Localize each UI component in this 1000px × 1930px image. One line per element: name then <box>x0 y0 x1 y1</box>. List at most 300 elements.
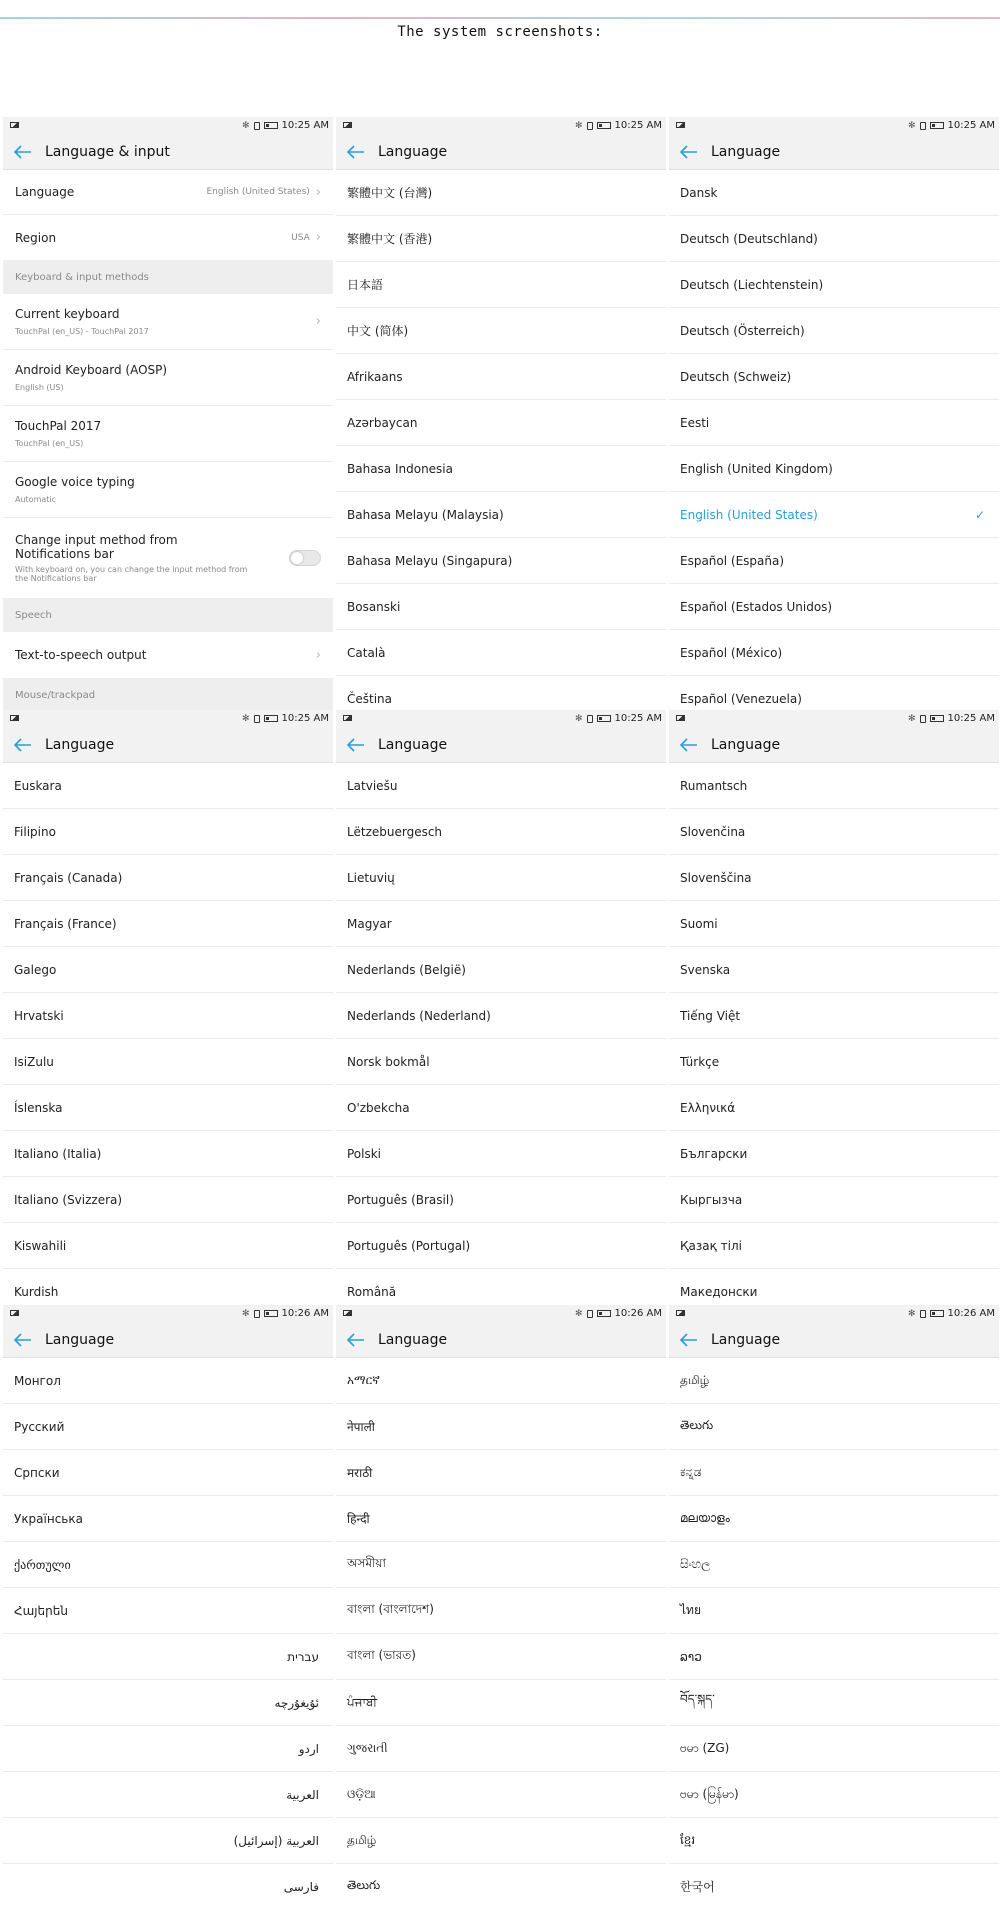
screen-language-s2 <box>336 117 666 712</box>
language-list-item[interactable] <box>669 1177 999 1223</box>
language-name: Eesti <box>680 415 710 430</box>
image-notification-icon <box>676 715 685 721</box>
status-bar <box>336 710 666 728</box>
language-list <box>669 763 999 1305</box>
language-name: हिन्दी <box>347 1512 370 1526</box>
language-list-item[interactable] <box>336 492 666 538</box>
voice-typing-value: Automatic <box>15 495 57 504</box>
language-list-item[interactable] <box>336 216 666 262</box>
vibrate-icon <box>920 1310 926 1318</box>
language-name: සිංහල <box>680 1557 711 1571</box>
back-arrow-icon[interactable] <box>679 736 699 754</box>
language-list-item[interactable] <box>669 1404 999 1450</box>
status-bar <box>3 710 333 728</box>
language-name: ગુજરાતી <box>347 1741 388 1755</box>
language-name: ဗမာ (ZG) <box>680 1740 730 1755</box>
decorative-top-line <box>0 17 1000 19</box>
language-list-item[interactable] <box>336 1223 666 1269</box>
image-notification-icon <box>343 122 352 128</box>
language-name: Íslenska <box>14 1100 63 1115</box>
language-name: العربية <box>286 1787 319 1802</box>
language-name: עברית <box>287 1649 319 1664</box>
section-header-keyboard: Keyboard & input methods <box>3 260 333 294</box>
language-list-item[interactable] <box>669 993 999 1039</box>
touchpal-keyboard-row[interactable] <box>3 406 333 462</box>
language-name: বাংলা (বাংলাদেশ) <box>347 1601 434 1616</box>
language-list-item[interactable] <box>3 901 333 947</box>
language-list-item[interactable] <box>336 400 666 446</box>
language-name: 繁體中文 (台灣) <box>347 186 433 200</box>
language-list-item[interactable] <box>336 947 666 993</box>
region-setting-row[interactable] <box>3 215 333 260</box>
language-list <box>3 1358 333 1905</box>
language-list-item[interactable] <box>669 170 999 216</box>
language-list-item[interactable] <box>336 354 666 400</box>
language-name: Polski <box>347 1146 382 1161</box>
language-list-item[interactable] <box>3 947 333 993</box>
language-list-item[interactable] <box>669 1496 999 1542</box>
region-setting-label: Region <box>15 230 57 245</box>
language-name: Français (France) <box>14 916 117 931</box>
page-title: Language <box>45 1332 115 1348</box>
language-list-item[interactable] <box>336 809 666 855</box>
language-list-item[interactable] <box>336 1496 666 1542</box>
language-list-item[interactable] <box>3 1358 333 1404</box>
language-list-item[interactable] <box>336 308 666 354</box>
aosp-keyboard-value: English (US) <box>15 383 64 392</box>
language-list-item[interactable] <box>669 354 999 400</box>
language-list-item[interactable] <box>336 538 666 584</box>
status-time: 10:25 AM <box>947 120 995 131</box>
language-setting-value: English (United States) <box>206 187 310 197</box>
battery-icon <box>597 715 611 722</box>
language-name: Bahasa Melayu (Singapura) <box>347 553 513 568</box>
language-name: اردو <box>298 1741 319 1756</box>
vibrate-icon <box>254 715 260 723</box>
language-list-item[interactable] <box>669 763 999 809</box>
language-list-item[interactable] <box>669 308 999 354</box>
language-list-item[interactable] <box>669 630 999 676</box>
chevron-right-icon: › <box>315 314 321 329</box>
status-bar <box>336 117 666 135</box>
status-bar <box>3 1305 333 1323</box>
language-list-item[interactable] <box>336 262 666 308</box>
status-time: 10:25 AM <box>614 120 662 131</box>
language-name: Español (México) <box>680 645 783 660</box>
language-name: Српски <box>14 1465 60 1480</box>
language-name: मराठी <box>347 1466 373 1480</box>
language-list-item[interactable] <box>336 993 666 1039</box>
battery-icon <box>930 122 944 129</box>
language-list-item[interactable] <box>336 855 666 901</box>
notification-input-method-desc: With keyboard on, you can change the input method from the Notifications bar <box>15 565 248 583</box>
region-setting-value: USA <box>291 232 310 243</box>
language-name: Deutsch (Österreich) <box>680 323 805 338</box>
language-name: Монгол <box>14 1373 61 1388</box>
notification-input-method-label: Change input method from Notifications bar <box>15 533 178 561</box>
language-name: Deutsch (Liechtenstein) <box>680 277 824 292</box>
language-name: English (United States) <box>680 507 818 522</box>
language-list-item[interactable] <box>336 1588 666 1634</box>
language-name: Čeština <box>347 691 393 706</box>
toolbar <box>3 135 333 170</box>
language-name: Ελληνικά <box>680 1100 736 1115</box>
language-name: Nederlands (België) <box>347 962 466 977</box>
language-name: አማርኛ <box>347 1373 380 1387</box>
language-name: Română <box>347 1284 397 1299</box>
language-list-item[interactable] <box>3 1726 333 1772</box>
language-name: Rumantsch <box>680 778 748 793</box>
language-name: 日本語 <box>347 278 384 292</box>
language-list <box>669 1358 999 1905</box>
voice-typing-row[interactable] <box>3 462 333 518</box>
language-name: ខ្មែរ <box>680 1832 696 1847</box>
aosp-keyboard-label: Android Keyboard (AOSP) <box>15 363 168 377</box>
language-list-item[interactable] <box>3 1772 333 1818</box>
language-list-item[interactable] <box>336 1542 666 1588</box>
language-name: Македонски <box>680 1284 758 1299</box>
language-list-item[interactable] <box>669 1726 999 1772</box>
screen-language-s7 <box>3 1305 333 1905</box>
back-arrow-icon[interactable] <box>13 1331 33 1349</box>
status-bar <box>3 117 333 135</box>
language-list <box>669 170 999 712</box>
back-arrow-icon[interactable] <box>346 736 366 754</box>
status-time: 10:25 AM <box>281 120 329 131</box>
language-name: Euskara <box>14 778 62 793</box>
language-name: Kurdish <box>14 1284 59 1299</box>
status-bar <box>669 710 999 728</box>
language-name: IsiZulu <box>14 1054 54 1069</box>
language-list-item[interactable] <box>669 1680 999 1726</box>
language-name: മലയാളം <box>680 1511 730 1525</box>
toolbar <box>336 728 666 763</box>
language-list-item[interactable] <box>669 1223 999 1269</box>
language-name: Italiano (Svizzera) <box>14 1192 123 1207</box>
status-time: 10:25 AM <box>281 713 329 724</box>
text-to-speech-row[interactable] <box>3 632 333 678</box>
language-list-item[interactable] <box>3 1404 333 1450</box>
language-name: Русский <box>14 1419 65 1434</box>
screen-language-s5 <box>336 710 666 1305</box>
language-list-item[interactable] <box>669 1039 999 1085</box>
toolbar <box>3 1323 333 1358</box>
aosp-keyboard-row[interactable] <box>3 350 333 406</box>
language-list-item[interactable] <box>336 1818 666 1864</box>
notification-input-method-row[interactable] <box>3 518 333 598</box>
language-list <box>336 763 666 1305</box>
battery-icon <box>597 1310 611 1317</box>
screen-language-s8 <box>336 1305 666 1905</box>
language-list-item[interactable] <box>3 1177 333 1223</box>
page-title: Language & input <box>45 144 170 160</box>
language-name: Bosanski <box>347 599 401 614</box>
language-list-item[interactable] <box>669 216 999 262</box>
language-name: Español (España) <box>680 553 785 568</box>
language-name: தமிழ் <box>680 1372 710 1387</box>
back-arrow-icon[interactable] <box>346 1331 366 1349</box>
language-list-item[interactable] <box>3 993 333 1039</box>
language-list-item[interactable] <box>669 446 999 492</box>
vibrate-icon <box>920 715 926 723</box>
language-name: Português (Portugal) <box>347 1238 471 1253</box>
language-name: Lëtzebuergesch <box>347 824 443 839</box>
back-arrow-icon[interactable] <box>346 143 366 161</box>
language-list-item[interactable] <box>336 1680 666 1726</box>
image-notification-icon <box>676 1310 685 1316</box>
language-list-item[interactable] <box>669 1085 999 1131</box>
language-name: 中文 (简体) <box>347 324 409 338</box>
notification-input-method-toggle[interactable] <box>289 550 321 566</box>
section-header-mouse: Mouse/trackpad <box>3 678 333 712</box>
language-list <box>3 763 333 1305</box>
language-name: తెలుగు <box>347 1878 381 1892</box>
language-name: Français (Canada) <box>14 870 123 885</box>
status-time: 10:26 AM <box>947 1308 995 1319</box>
language-list-item[interactable] <box>3 1131 333 1177</box>
language-list-item[interactable] <box>336 170 666 216</box>
language-name: नेपाली <box>347 1420 375 1434</box>
language-name: 한국어 <box>680 1880 715 1894</box>
language-list-item[interactable] <box>669 1588 999 1634</box>
language-name: Afrikaans <box>347 369 403 384</box>
toolbar <box>669 728 999 763</box>
language-list-item[interactable] <box>3 763 333 809</box>
status-time: 10:25 AM <box>614 713 662 724</box>
page-title: Language <box>378 144 448 160</box>
page-title: Language <box>711 1332 781 1348</box>
language-name: Кыргызча <box>680 1192 743 1207</box>
toolbar <box>336 135 666 170</box>
current-keyboard-value: TouchPal (en_US) - TouchPal 2017 <box>15 327 149 336</box>
language-setting-label: Language <box>15 185 75 199</box>
text-to-speech-label: Text-to-speech output <box>15 648 147 662</box>
status-time: 10:26 AM <box>281 1308 329 1319</box>
language-setting-row[interactable] <box>3 170 333 215</box>
back-arrow-icon[interactable] <box>679 1331 699 1349</box>
language-name: ไทย <box>680 1603 701 1617</box>
back-arrow-icon[interactable] <box>13 143 33 161</box>
image-notification-icon <box>676 122 685 128</box>
battery-icon <box>264 715 278 722</box>
language-name: ಕನ್ನಡ <box>680 1465 702 1479</box>
language-list-item[interactable] <box>336 1864 666 1905</box>
chevron-right-icon: › <box>315 184 321 200</box>
current-keyboard-row[interactable] <box>3 294 333 350</box>
language-list-item[interactable] <box>669 809 999 855</box>
language-name: བོད་སྐད་ <box>680 1691 715 1706</box>
language-name: Hrvatski <box>14 1008 64 1023</box>
language-name: Deutsch (Schweiz) <box>680 369 792 384</box>
language-list-item[interactable] <box>3 1496 333 1542</box>
back-arrow-icon[interactable] <box>13 736 33 754</box>
chevron-right-icon: › <box>315 230 321 245</box>
language-name: Slovenščina <box>680 870 752 885</box>
battery-icon <box>930 715 944 722</box>
language-name: Bahasa Melayu (Malaysia) <box>347 507 504 522</box>
page-title: Language <box>378 1332 448 1348</box>
language-list-item[interactable] <box>336 630 666 676</box>
language-name: Español (Venezuela) <box>680 691 802 706</box>
bluetooth-icon: ✻ <box>241 713 250 724</box>
language-list-item[interactable] <box>669 901 999 947</box>
battery-icon <box>930 1310 944 1317</box>
page-title: Language <box>711 737 781 753</box>
language-name: ئۇيغۇرچە <box>274 1695 319 1710</box>
language-list-item[interactable] <box>3 1864 333 1905</box>
image-notification-icon <box>343 715 352 721</box>
language-list-item[interactable] <box>669 855 999 901</box>
language-list <box>336 170 666 712</box>
language-name: English (United Kingdom) <box>680 461 833 476</box>
image-notification-icon <box>10 715 19 721</box>
status-bar <box>669 117 999 135</box>
screen-language-s3 <box>669 117 999 712</box>
language-list-item[interactable] <box>669 1542 999 1588</box>
image-notification-icon <box>10 122 19 128</box>
language-list-item[interactable] <box>336 676 666 712</box>
language-list-item[interactable] <box>3 1634 333 1680</box>
toolbar <box>669 135 999 170</box>
language-list-item[interactable] <box>336 901 666 947</box>
language-name: ລາວ <box>680 1649 702 1664</box>
language-list-item[interactable] <box>669 262 999 308</box>
language-list-item[interactable] <box>3 1085 333 1131</box>
language-name: Filipino <box>14 824 56 839</box>
bluetooth-icon: ✻ <box>907 120 916 131</box>
battery-icon <box>264 122 278 129</box>
language-list-item[interactable] <box>669 1634 999 1680</box>
language-name: ქართული <box>14 1557 71 1572</box>
language-name: Nederlands (Nederland) <box>347 1008 491 1023</box>
language-name: ਪੰਜਾਬੀ <box>347 1695 378 1709</box>
bluetooth-icon: ✻ <box>241 1308 250 1319</box>
language-name: Svenska <box>680 962 731 977</box>
language-list-item[interactable] <box>336 1358 666 1404</box>
voice-typing-label: Google voice typing <box>15 475 135 489</box>
language-list-item[interactable] <box>669 1269 999 1305</box>
language-name: Українська <box>14 1511 83 1526</box>
language-list-item[interactable] <box>669 1818 999 1864</box>
status-time: 10:25 AM <box>947 713 995 724</box>
language-name: Galego <box>14 962 57 977</box>
status-time: 10:26 AM <box>614 1308 662 1319</box>
toolbar <box>336 1323 666 1358</box>
language-name: Kiswahili <box>14 1238 67 1253</box>
language-list-item[interactable] <box>3 1450 333 1496</box>
language-list-item[interactable] <box>3 809 333 855</box>
language-list-item[interactable] <box>336 1177 666 1223</box>
language-name: Bahasa Indonesia <box>347 461 453 476</box>
language-list-item[interactable] <box>669 676 999 712</box>
language-list-item[interactable] <box>336 763 666 809</box>
language-list-item[interactable] <box>669 1131 999 1177</box>
vibrate-icon <box>587 1310 593 1318</box>
language-list-item[interactable] <box>669 492 999 538</box>
language-list-item[interactable] <box>3 1818 333 1864</box>
screen-language-input <box>3 117 333 712</box>
current-keyboard-label: Current keyboard <box>15 307 120 321</box>
language-name: Қазақ тілі <box>680 1238 742 1253</box>
language-list-item[interactable] <box>3 855 333 901</box>
language-name: فارسی <box>283 1879 319 1894</box>
language-name: ဗမာ (မြန်မာ) <box>680 1786 739 1801</box>
language-list-item[interactable] <box>3 1269 333 1305</box>
chevron-right-icon: › <box>315 647 321 663</box>
language-list-item[interactable] <box>3 1680 333 1726</box>
language-name: Հայերեն <box>14 1603 68 1618</box>
vibrate-icon <box>920 122 926 130</box>
language-list-item[interactable] <box>336 1039 666 1085</box>
language-list-item[interactable] <box>3 1039 333 1085</box>
language-list-item[interactable] <box>336 1404 666 1450</box>
vibrate-icon <box>587 715 593 723</box>
language-name: বাংলা (ভারত) <box>347 1647 416 1662</box>
language-list-item[interactable] <box>336 1726 666 1772</box>
language-name: Български <box>680 1146 748 1161</box>
language-list-item[interactable] <box>3 1542 333 1588</box>
language-list-item[interactable] <box>669 1772 999 1818</box>
bluetooth-icon: ✻ <box>241 120 250 131</box>
language-list-item[interactable] <box>3 1223 333 1269</box>
page-title: Language <box>711 144 781 160</box>
touchpal-keyboard-value: TouchPal (en_US) <box>15 439 84 448</box>
language-name: ଓଡ଼ିଆ <box>347 1787 376 1801</box>
language-name: 繁體中文 (香港) <box>347 232 433 246</box>
language-list-item[interactable] <box>669 1864 999 1905</box>
language-list-item[interactable] <box>336 1772 666 1818</box>
touchpal-keyboard-label: TouchPal 2017 <box>15 419 102 433</box>
language-list-item[interactable] <box>669 1450 999 1496</box>
image-notification-icon <box>343 1310 352 1316</box>
language-name: Türkçe <box>680 1054 720 1069</box>
vibrate-icon <box>254 1310 260 1318</box>
language-list-item[interactable] <box>669 584 999 630</box>
bluetooth-icon: ✻ <box>907 713 916 724</box>
language-name: Suomi <box>680 916 718 931</box>
vibrate-icon <box>254 122 260 130</box>
language-list-item[interactable] <box>336 1131 666 1177</box>
section-header-speech: Speech <box>3 598 333 632</box>
language-list-item[interactable] <box>669 400 999 446</box>
bluetooth-icon: ✻ <box>574 713 583 724</box>
language-name: অসমীয়া <box>347 1555 386 1570</box>
battery-icon <box>597 122 611 129</box>
language-list-item[interactable] <box>3 1588 333 1634</box>
screen-language-s9 <box>669 1305 999 1905</box>
back-arrow-icon[interactable] <box>679 143 699 161</box>
language-list-item[interactable] <box>669 538 999 584</box>
language-list-item[interactable] <box>336 1450 666 1496</box>
toolbar <box>3 728 333 763</box>
language-list-item[interactable] <box>336 1269 666 1305</box>
language-list-item[interactable] <box>336 1085 666 1131</box>
language-list-item[interactable] <box>336 1634 666 1680</box>
vibrate-icon <box>587 122 593 130</box>
language-name: தமிழ் <box>347 1832 377 1847</box>
language-name: Español (Estados Unidos) <box>680 599 833 614</box>
status-bar <box>669 1305 999 1323</box>
language-name: O'zbekcha <box>347 1100 410 1115</box>
language-list-item[interactable] <box>336 584 666 630</box>
language-name: العربية (إسرائيل) <box>233 1833 319 1848</box>
status-bar <box>336 1305 666 1323</box>
check-icon: ✓ <box>974 508 985 522</box>
language-list-item[interactable] <box>669 1358 999 1404</box>
language-list-item[interactable] <box>336 446 666 492</box>
language-name: Latviešu <box>347 778 398 793</box>
language-list-item[interactable] <box>669 947 999 993</box>
